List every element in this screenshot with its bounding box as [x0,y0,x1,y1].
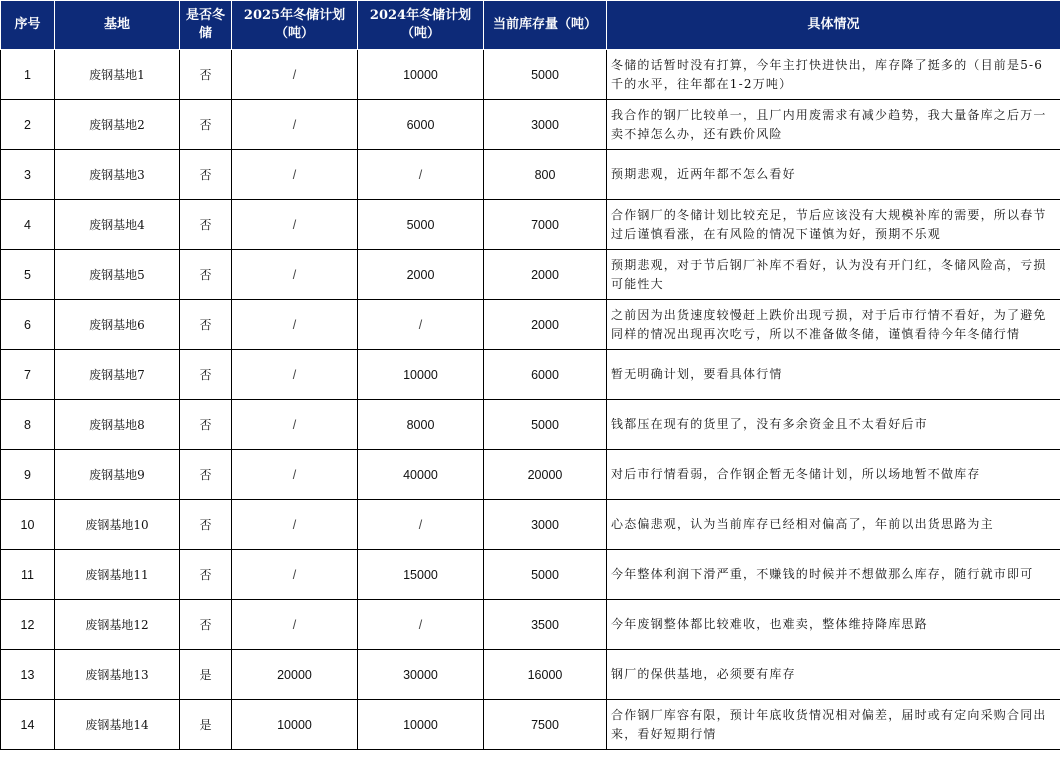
cell-seq: 3 [1,150,55,200]
cell-base: 废钢基地1 [55,50,180,100]
cell-detail: 钱都压在现有的货里了，没有多余资金且不太看好后市 [607,400,1060,450]
cell-inventory: 800 [484,150,607,200]
cell-plan-2024: 5000 [358,200,484,250]
cell-inventory: 7000 [484,200,607,250]
cell-base: 废钢基地5 [55,250,180,300]
cell-plan-2025: / [232,200,358,250]
cell-detail: 今年废钢整体都比较难收，也难卖，整体维持降库思路 [607,600,1060,650]
table-row [1,450,1060,500]
cell-plan-2024: / [358,500,484,550]
cell-winter-storage: 否 [180,200,232,250]
cell-winter-storage: 否 [180,600,232,650]
cell-winter-storage: 否 [180,350,232,400]
header-seq: 序号 [1,1,55,50]
table-row [1,550,1060,600]
cell-inventory: 5000 [484,550,607,600]
cell-detail: 合作钢厂库容有限，预计年底收货情况相对偏差，届时或有定向采购合同出来，看好短期行情 [607,700,1060,750]
table-body [1,50,1060,750]
cell-base: 废钢基地7 [55,350,180,400]
cell-base: 废钢基地6 [55,300,180,350]
cell-detail: 今年整体利润下滑严重，不赚钱的时候并不想做那么库存，随行就市即可 [607,550,1060,600]
cell-plan-2024: 10000 [358,700,484,750]
cell-detail: 钢厂的保供基地，必须要有库存 [607,650,1060,700]
cell-plan-2024: 8000 [358,400,484,450]
cell-plan-2024: 2000 [358,250,484,300]
cell-base: 废钢基地9 [55,450,180,500]
cell-base: 废钢基地12 [55,600,180,650]
cell-seq: 10 [1,500,55,550]
cell-winter-storage: 否 [180,250,232,300]
cell-seq: 2 [1,100,55,150]
header-row [1,1,1060,50]
cell-inventory: 7500 [484,700,607,750]
cell-base: 废钢基地4 [55,200,180,250]
cell-plan-2024: / [358,300,484,350]
cell-winter-storage: 否 [180,400,232,450]
cell-detail: 之前因为出货速度较慢赶上跌价出现亏损，对于后市行情不看好，为了避免同样的情况出现再次吃亏，所以不准备做冬储，谨慎看待今年冬储行情 [607,300,1060,350]
cell-plan-2025: / [232,100,358,150]
cell-plan-2024: 6000 [358,100,484,150]
cell-winter-storage: 否 [180,300,232,350]
cell-plan-2024: 15000 [358,550,484,600]
cell-plan-2024: 10000 [358,350,484,400]
table-row [1,700,1060,750]
cell-base: 废钢基地11 [55,550,180,600]
cell-inventory: 2000 [484,250,607,300]
cell-base: 废钢基地3 [55,150,180,200]
header-winter-storage: 是否冬储 [180,1,232,50]
cell-detail: 合作钢厂的冬储计划比较充足，节后应该没有大规模补库的需要，所以春节过后谨慎看涨，在有风险的情况下谨慎为好，预期不乐观 [607,200,1060,250]
cell-plan-2025: / [232,350,358,400]
cell-plan-2025: / [232,450,358,500]
table-row [1,400,1060,450]
cell-detail: 我合作的钢厂比较单一，且厂内用废需求有减少趋势，我大量备库之后万一卖不掉怎么办，还有跌价风险 [607,100,1060,150]
cell-plan-2025: / [232,250,358,300]
cell-plan-2025: 10000 [232,700,358,750]
header-inventory: 当前库存量（吨） [484,1,607,50]
header-detail: 具体情况 [607,1,1060,50]
cell-detail: 冬储的话暂时没有打算，今年主打快进快出，库存降了挺多的（目前是5-6千的水平，往年都在1-2万吨） [607,50,1060,100]
cell-plan-2024: 40000 [358,450,484,500]
cell-base: 废钢基地14 [55,700,180,750]
cell-seq: 11 [1,550,55,600]
cell-plan-2025: / [232,50,358,100]
table-row [1,500,1060,550]
cell-inventory: 20000 [484,450,607,500]
cell-inventory: 6000 [484,350,607,400]
header-plan-2024: 2024年冬储计划（吨） [358,1,484,50]
table-row [1,650,1060,700]
cell-inventory: 16000 [484,650,607,700]
cell-plan-2025: / [232,500,358,550]
header-plan-2025: 2025年冬储计划（吨） [232,1,358,50]
cell-winter-storage: 否 [180,450,232,500]
table-row [1,250,1060,300]
cell-inventory: 5000 [484,400,607,450]
table-row [1,50,1060,100]
table-row [1,600,1060,650]
table-row [1,200,1060,250]
cell-seq: 8 [1,400,55,450]
cell-seq: 14 [1,700,55,750]
cell-winter-storage: 是 [180,650,232,700]
cell-inventory: 2000 [484,300,607,350]
cell-winter-storage: 否 [180,150,232,200]
cell-inventory: 3500 [484,600,607,650]
cell-seq: 12 [1,600,55,650]
cell-inventory: 5000 [484,50,607,100]
cell-seq: 6 [1,300,55,350]
cell-seq: 13 [1,650,55,700]
cell-plan-2024: 10000 [358,50,484,100]
cell-seq: 7 [1,350,55,400]
cell-inventory: 3000 [484,500,607,550]
cell-inventory: 3000 [484,100,607,150]
cell-base: 废钢基地13 [55,650,180,700]
cell-plan-2024: / [358,150,484,200]
cell-seq: 5 [1,250,55,300]
cell-winter-storage: 否 [180,550,232,600]
cell-seq: 1 [1,50,55,100]
cell-detail: 暂无明确计划，要看具体行情 [607,350,1060,400]
cell-seq: 9 [1,450,55,500]
cell-plan-2024: / [358,600,484,650]
cell-plan-2025: / [232,400,358,450]
cell-plan-2025: 20000 [232,650,358,700]
cell-detail: 预期悲观，对于节后钢厂补库不看好，认为没有开门红，冬储风险高，亏损可能性大 [607,250,1060,300]
cell-winter-storage: 否 [180,500,232,550]
cell-base: 废钢基地2 [55,100,180,150]
cell-detail: 预期悲观，近两年都不怎么看好 [607,150,1060,200]
table-row [1,100,1060,150]
table-row [1,300,1060,350]
cell-base: 废钢基地8 [55,400,180,450]
cell-plan-2025: / [232,600,358,650]
cell-plan-2025: / [232,550,358,600]
cell-detail: 心态偏悲观，认为当前库存已经相对偏高了，年前以出货思路为主 [607,500,1060,550]
cell-plan-2025: / [232,150,358,200]
cell-plan-2024: 30000 [358,650,484,700]
cell-winter-storage: 否 [180,100,232,150]
cell-winter-storage: 否 [180,50,232,100]
cell-plan-2025: / [232,300,358,350]
cell-winter-storage: 是 [180,700,232,750]
header-base: 基地 [55,1,180,50]
table-row [1,350,1060,400]
table-row [1,150,1060,200]
cell-base: 废钢基地10 [55,500,180,550]
cell-seq: 4 [1,200,55,250]
cell-detail: 对后市行情看弱，合作钢企暂无冬储计划，所以场地暂不做库存 [607,450,1060,500]
